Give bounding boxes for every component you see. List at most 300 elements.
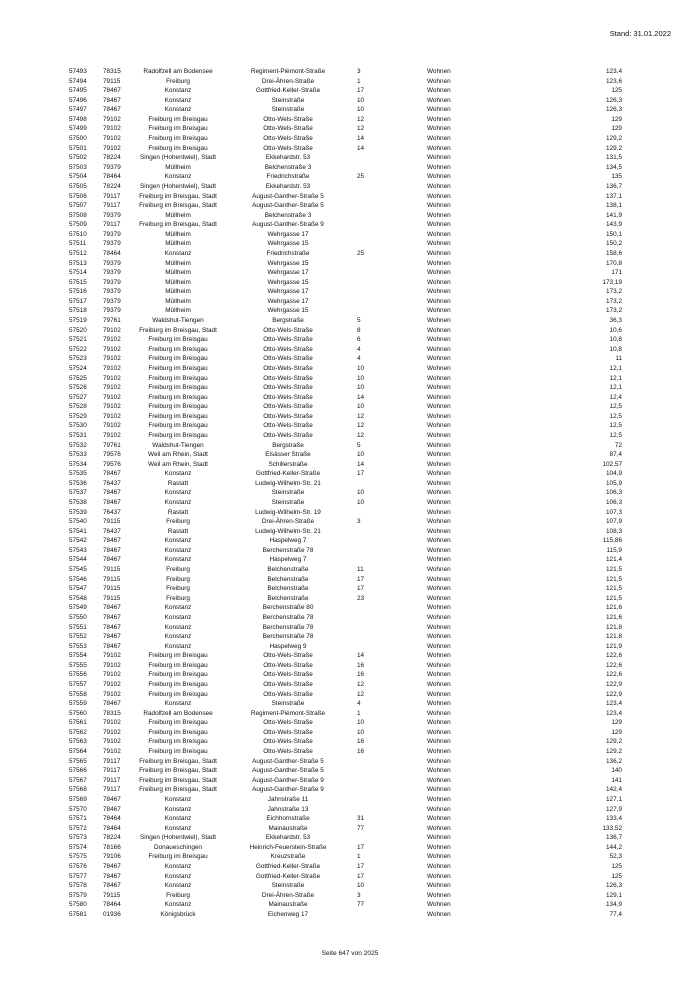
cell-id: 57520 (69, 326, 87, 334)
table-row (0, 891, 700, 901)
cell-area: 129 (611, 115, 622, 123)
cell-street: Berchenstraße 78 (262, 633, 314, 641)
cell-area: 129,1 (606, 891, 622, 899)
cell-id: 57581 (69, 910, 87, 918)
cell-city: Freiburg im Breisgau (148, 412, 208, 420)
cell-city: Rastatt (167, 527, 189, 535)
cell-city: Freiburg im Breisgau (148, 748, 208, 756)
cell-type: Wohnen (427, 719, 451, 727)
cell-nr: 12 (357, 412, 365, 420)
cell-area: 170,8 (606, 259, 622, 267)
cell-id: 57545 (69, 566, 87, 574)
cell-id: 57555 (69, 661, 87, 669)
table-row (0, 555, 700, 565)
cell-nr: 12 (357, 431, 365, 439)
cell-nr: 1 (357, 853, 361, 861)
cell-type: Wohnen (427, 431, 451, 439)
cell-area: 131,5 (606, 154, 622, 162)
cell-street: Belchenstraße (267, 575, 309, 583)
stand-date: Stand: 31.01.2022 (609, 29, 671, 38)
cell-plz: 79102 (103, 374, 121, 382)
cell-id: 57527 (69, 393, 87, 401)
table-row (0, 230, 700, 240)
table-row (0, 872, 700, 882)
cell-type: Wohnen (427, 115, 451, 123)
table-row (0, 594, 700, 604)
cell-city: Singen (Hohentwiel), Stadt (139, 154, 217, 162)
cell-plz: 79117 (103, 757, 121, 765)
table-row (0, 785, 700, 795)
cell-plz: 79102 (103, 125, 121, 133)
cell-plz: 79102 (103, 384, 121, 392)
cell-city: Königsbrück (160, 910, 196, 918)
table-row (0, 316, 700, 326)
cell-type: Wohnen (427, 843, 451, 851)
cell-street: Otto-Wels-Straße (263, 719, 313, 727)
table-row (0, 881, 700, 891)
cell-area: 121,6 (606, 604, 622, 612)
cell-id: 57554 (69, 652, 87, 660)
cell-street: Gottfried-Keller-Straße (255, 872, 321, 880)
table-row (0, 460, 700, 470)
cell-id: 57573 (69, 834, 87, 842)
cell-type: Wohnen (427, 700, 451, 708)
cell-plz: 79576 (103, 451, 121, 459)
cell-street: Otto-Wels-Straße (263, 345, 313, 353)
cell-type: Wohnen (427, 240, 451, 248)
cell-nr: 16 (357, 748, 365, 756)
cell-id: 57534 (69, 460, 87, 468)
table-row (0, 364, 700, 374)
cell-street: Otto-Wels-Straße (263, 681, 313, 688)
cell-street: Heinrich-Feuerstein-Straße (249, 843, 327, 851)
cell-city: Konstanz (164, 106, 192, 114)
cell-type: Wohnen (427, 374, 451, 382)
cell-id: 57528 (69, 403, 87, 411)
cell-plz: 78467 (103, 872, 121, 880)
cell-nr: 17 (357, 575, 365, 583)
cell-id: 57571 (69, 815, 87, 823)
table-row (0, 900, 700, 910)
cell-street: Ludwig-Wilhelm-Str. 21 (255, 479, 321, 487)
cell-type: Wohnen (427, 815, 451, 823)
cell-id: 57574 (69, 843, 87, 851)
table-row (0, 402, 700, 412)
cell-type: Wohnen (427, 518, 451, 526)
cell-city: Freiburg im Breisgau, Stadt (139, 776, 217, 784)
table-row (0, 603, 700, 613)
cell-id: 57531 (69, 431, 87, 439)
cell-area: 121,8 (606, 633, 622, 641)
cell-plz: 78467 (103, 862, 121, 870)
cell-id: 57533 (69, 451, 87, 459)
cell-area: 127,9 (606, 805, 622, 813)
cell-street: Bergstraße (272, 317, 304, 325)
cell-type: Wohnen (427, 872, 451, 880)
cell-street: Gottfried-Keller-Straße (255, 87, 321, 95)
cell-area: 106,3 (606, 499, 622, 507)
cell-nr: 14 (357, 460, 365, 468)
cell-plz: 79102 (103, 661, 121, 669)
cell-area: 125 (611, 872, 622, 880)
table-row (0, 153, 700, 163)
table-row (0, 661, 700, 671)
cell-plz: 78464 (103, 815, 121, 823)
cell-nr: 8 (357, 326, 361, 334)
cell-nr: 14 (357, 652, 365, 660)
cell-plz: 79102 (103, 422, 121, 430)
cell-plz: 79102 (103, 115, 121, 123)
cell-area: 129,2 (606, 144, 622, 152)
cell-plz: 79761 (103, 441, 121, 449)
cell-plz: 78467 (103, 613, 121, 621)
cell-street: Steinstraße (271, 106, 305, 114)
cell-area: 150,1 (606, 230, 622, 238)
cell-city: Konstanz (164, 882, 192, 890)
cell-street: Steinstraße (271, 96, 305, 104)
cell-id: 57537 (69, 489, 87, 497)
cell-city: Müllheim (165, 230, 191, 238)
table-row (0, 201, 700, 211)
cell-plz: 79102 (103, 728, 121, 736)
cell-area: 36,3 (609, 317, 622, 325)
cell-plz: 78467 (103, 805, 121, 813)
cell-plz: 79102 (103, 393, 121, 401)
cell-area: 134,9 (606, 901, 622, 909)
cell-id: 57568 (69, 786, 87, 794)
cell-type: Wohnen (427, 364, 451, 372)
cell-plz: 79117 (103, 767, 121, 775)
cell-nr: 11 (357, 566, 364, 574)
cell-nr: 6 (357, 336, 361, 344)
cell-street: Ekkehardstr. 53 (265, 182, 311, 190)
cell-nr: 10 (357, 728, 365, 736)
cell-street: Otto-Wels-Straße (263, 671, 313, 679)
cell-street: August-Ganther-Straße 5 (252, 192, 324, 200)
cell-id: 57507 (69, 202, 87, 210)
cell-type: Wohnen (427, 613, 451, 621)
cell-city: Freiburg (166, 891, 190, 899)
cell-city: Freiburg im Breisgau (148, 671, 208, 679)
cell-area: 144,2 (606, 843, 622, 851)
table-row (0, 163, 700, 173)
table-row (0, 259, 700, 269)
cell-nr: 14 (357, 393, 365, 401)
table-row (0, 441, 700, 451)
cell-street: Berchenstraße 80 (262, 604, 314, 612)
cell-id: 57525 (69, 374, 87, 382)
cell-street: Otto-Wels-Straße (263, 728, 313, 736)
cell-type: Wohnen (427, 585, 451, 593)
cell-city: Freiburg im Breisgau (148, 690, 208, 698)
cell-id: 57552 (69, 633, 87, 641)
cell-city: Freiburg im Breisgau, Stadt (139, 221, 217, 229)
cell-plz: 76437 (103, 508, 121, 516)
cell-plz: 79102 (103, 364, 121, 372)
cell-plz: 79102 (103, 652, 121, 660)
cell-type: Wohnen (427, 767, 451, 775)
cell-plz: 79102 (103, 403, 121, 411)
cell-nr: 1 (357, 77, 361, 85)
cell-type: Wohnen (427, 211, 451, 219)
cell-id: 57524 (69, 364, 87, 372)
cell-type: Wohnen (427, 834, 451, 842)
cell-nr: 3 (357, 891, 361, 899)
cell-type: Wohnen (427, 910, 451, 918)
cell-area: 136,2 (606, 757, 622, 765)
cell-type: Wohnen (427, 623, 451, 631)
cell-city: Singen (Hohentwiel), Stadt (139, 182, 217, 190)
cell-nr: 31 (357, 815, 365, 823)
cell-plz: 79117 (103, 221, 121, 229)
cell-plz: 78315 (103, 709, 121, 717)
cell-area: 136,7 (606, 182, 622, 190)
cell-area: 121,8 (606, 623, 622, 631)
cell-area: 135 (611, 173, 622, 181)
cell-id: 57567 (69, 776, 87, 784)
cell-area: 126,3 (606, 106, 622, 114)
cell-plz: 79379 (103, 269, 121, 277)
cell-plz: 78467 (103, 499, 121, 507)
cell-type: Wohnen (427, 728, 451, 736)
cell-plz: 78467 (103, 470, 121, 478)
cell-type: Wohnen (427, 690, 451, 698)
cell-type: Wohnen (427, 508, 451, 516)
cell-area: 173,2 (606, 297, 622, 305)
cell-street: Wehrgasse 15 (267, 259, 309, 267)
cell-area: 12,1 (609, 384, 622, 392)
cell-plz: 79115 (103, 891, 121, 899)
cell-plz: 78467 (103, 623, 121, 631)
cell-type: Wohnen (427, 575, 451, 583)
cell-id: 57572 (69, 824, 87, 832)
table-row (0, 824, 700, 834)
cell-id: 57575 (69, 853, 87, 861)
cell-nr: 10 (357, 96, 365, 104)
cell-type: Wohnen (427, 489, 451, 497)
cell-id: 57543 (69, 546, 87, 554)
cell-city: Müllheim (165, 259, 191, 267)
cell-area: 140 (611, 767, 622, 775)
cell-plz: 78467 (103, 633, 121, 641)
table-row (0, 192, 700, 202)
cell-street: Steinstraße (271, 882, 305, 890)
cell-area: 129 (611, 125, 622, 133)
cell-city: Weil am Rhein, Stadt (148, 451, 208, 459)
cell-plz: 79379 (103, 307, 121, 315)
cell-area: 121,6 (606, 613, 622, 621)
cell-street: Wehrgasse 15 (267, 307, 309, 315)
cell-type: Wohnen (427, 230, 451, 238)
table-row (0, 852, 700, 862)
cell-nr: 5 (357, 317, 361, 325)
cell-city: Freiburg (166, 585, 190, 593)
table-row (0, 115, 700, 125)
cell-street: Haspelweg 7 (269, 556, 307, 564)
cell-id: 57535 (69, 470, 87, 478)
cell-city: Konstanz (164, 795, 192, 803)
cell-city: Freiburg im Breisgau (148, 403, 208, 411)
cell-city: Waldshut-Tiengen (152, 441, 204, 449)
cell-nr: 17 (357, 470, 365, 478)
cell-id: 57569 (69, 795, 87, 803)
cell-city: Freiburg (166, 594, 190, 602)
cell-nr: 23 (357, 594, 365, 602)
cell-city: Freiburg im Breisgau (148, 719, 208, 727)
cell-street: Otto-Wels-Straße (263, 364, 313, 372)
cell-type: Wohnen (427, 862, 451, 870)
cell-area: 129,2 (606, 135, 622, 143)
table-row (0, 488, 700, 498)
cell-type: Wohnen (427, 96, 451, 104)
cell-plz: 78224 (103, 182, 121, 190)
cell-plz: 79379 (103, 259, 121, 267)
cell-city: Müllheim (165, 269, 191, 277)
cell-area: 125 (611, 87, 622, 95)
cell-city: Konstanz (164, 872, 192, 880)
cell-id: 57547 (69, 585, 87, 593)
cell-id: 57539 (69, 508, 87, 516)
cell-street: Belchenstraße (267, 585, 309, 593)
table-row (0, 268, 700, 278)
cell-type: Wohnen (427, 537, 451, 545)
cell-city: Freiburg im Breisgau (148, 652, 208, 660)
cell-city: Donaueschingen (154, 843, 202, 851)
cell-area: 12,5 (609, 412, 622, 420)
cell-type: Wohnen (427, 317, 451, 325)
table-row (0, 498, 700, 508)
table-row (0, 718, 700, 728)
cell-city: Freiburg im Breisgau (148, 681, 208, 688)
cell-plz: 79117 (103, 202, 121, 210)
cell-city: Konstanz (164, 556, 192, 564)
cell-id: 57530 (69, 422, 87, 430)
cell-type: Wohnen (427, 633, 451, 641)
table-row (0, 632, 700, 642)
cell-city: Freiburg im Breisgau, Stadt (139, 202, 217, 210)
cell-type: Wohnen (427, 154, 451, 162)
cell-street: Otto-Wels-Straße (263, 125, 313, 133)
cell-id: 57550 (69, 613, 87, 621)
cell-city: Konstanz (164, 537, 192, 545)
cell-area: 129 (611, 719, 622, 727)
table-row (0, 699, 700, 709)
cell-area: 115,9 (606, 546, 622, 554)
cell-id: 57493 (69, 68, 87, 75)
cell-nr: 5 (357, 441, 361, 449)
cell-street: Elsässer Straße (265, 451, 311, 459)
cell-id: 57578 (69, 882, 87, 890)
cell-area: 171 (611, 269, 622, 277)
table-row (0, 278, 700, 288)
cell-type: Wohnen (427, 882, 451, 890)
cell-street: Haspelweg 7 (269, 537, 307, 545)
table-row (0, 393, 700, 403)
cell-street: Otto-Wels-Straße (263, 403, 313, 411)
table-row (0, 814, 700, 824)
cell-area: 104,9 (606, 470, 622, 478)
cell-type: Wohnen (427, 451, 451, 459)
cell-type: Wohnen (427, 594, 451, 602)
cell-area: 107,9 (606, 518, 622, 526)
cell-street: Mainaustraße (268, 901, 308, 909)
cell-street: Jahnstraße 13 (267, 805, 309, 813)
cell-street: Friedrichstraße (266, 173, 310, 181)
cell-area: 133,4 (606, 815, 622, 823)
cell-plz: 78166 (103, 843, 121, 851)
cell-street: August-Ganther-Straße 5 (252, 767, 324, 775)
cell-city: Freiburg im Breisgau (148, 393, 208, 401)
cell-id: 57518 (69, 307, 87, 315)
cell-plz: 79102 (103, 336, 121, 344)
cell-area: 121,5 (606, 585, 622, 593)
cell-street: Wehrgasse 17 (267, 269, 309, 277)
cell-plz: 78467 (103, 96, 121, 104)
cell-street: Gottfried-Keller-Straße (255, 470, 321, 478)
cell-city: Freiburg (166, 566, 190, 574)
cell-street: Kreuzstraße (270, 853, 306, 861)
cell-id: 57558 (69, 690, 87, 698)
cell-plz: 78315 (103, 68, 121, 75)
cell-street: Jahnstraße 11 (267, 795, 309, 803)
table-row (0, 747, 700, 757)
table-row (0, 172, 700, 182)
cell-id: 57570 (69, 805, 87, 813)
cell-area: 121,5 (606, 566, 622, 574)
cell-street: Otto-Wels-Straße (263, 374, 313, 382)
table-row (0, 575, 700, 585)
cell-plz: 79102 (103, 135, 121, 143)
cell-street: Drei-Ähren-Straße (261, 77, 315, 85)
cell-area: 11 (615, 355, 622, 363)
cell-type: Wohnen (427, 202, 451, 210)
cell-area: 122,6 (606, 661, 622, 669)
cell-area: 141,9 (606, 211, 622, 219)
table-row (0, 517, 700, 527)
cell-city: Freiburg im Breisgau, Stadt (139, 326, 217, 334)
cell-plz: 78467 (103, 882, 121, 890)
cell-type: Wohnen (427, 499, 451, 507)
cell-id: 57540 (69, 518, 87, 526)
cell-street: Ekkehardstr. 53 (265, 154, 311, 162)
cell-plz: 78467 (103, 546, 121, 554)
cell-area: 129,2 (606, 738, 622, 746)
cell-id: 57519 (69, 317, 87, 325)
cell-city: Freiburg im Breisgau (148, 125, 208, 133)
cell-id: 57512 (69, 249, 87, 257)
cell-id: 57494 (69, 77, 87, 85)
cell-id: 57522 (69, 345, 87, 353)
cell-id: 57566 (69, 767, 87, 775)
cell-id: 57560 (69, 709, 87, 717)
cell-id: 57551 (69, 623, 87, 631)
cell-nr: 12 (357, 115, 365, 123)
cell-area: 137,1 (606, 192, 622, 200)
cell-type: Wohnen (427, 422, 451, 430)
table-row (0, 77, 700, 87)
cell-area: 121,9 (606, 642, 622, 650)
cell-street: Otto-Wels-Straße (263, 738, 313, 746)
cell-id: 57499 (69, 125, 87, 133)
cell-city: Konstanz (164, 642, 192, 650)
table-row (0, 297, 700, 307)
table-row (0, 709, 700, 719)
cell-type: Wohnen (427, 125, 451, 133)
cell-area: 142,4 (606, 786, 622, 794)
cell-id: 57500 (69, 135, 87, 143)
cell-city: Freiburg im Breisgau (148, 355, 208, 363)
table-row (0, 383, 700, 393)
